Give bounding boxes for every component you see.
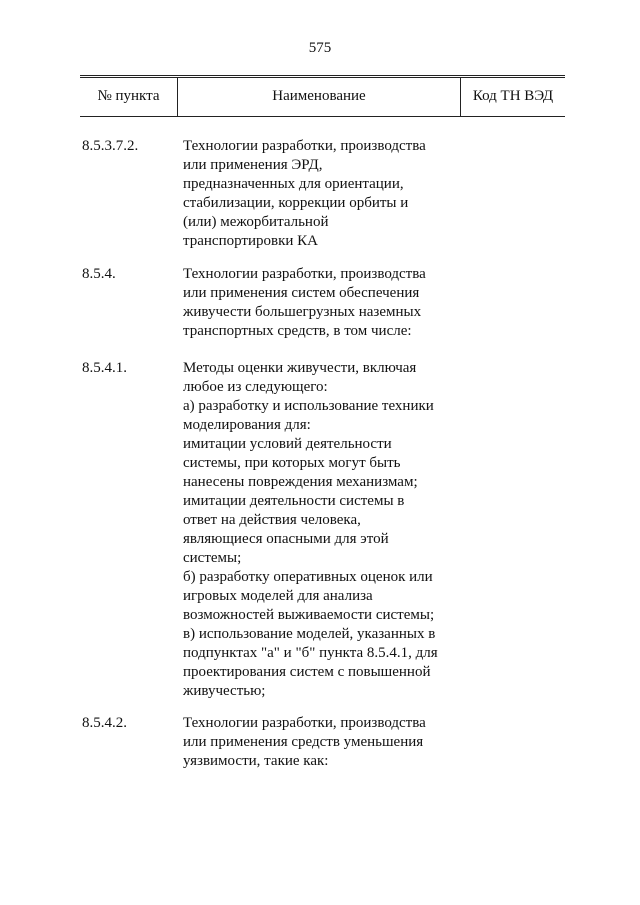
- entry-line: б) разработку оперативных оценок или: [183, 569, 433, 585]
- entry-line: системы, при которых могут быть: [183, 455, 401, 471]
- entry-line: Методы оценки живучести, включая: [183, 360, 417, 376]
- entry-line: возможностей выживаемости системы;: [183, 607, 435, 623]
- table-top-rule: [80, 75, 565, 76]
- header-name: Наименование: [272, 88, 366, 104]
- entry-number: 8.5.4.: [82, 266, 116, 282]
- entry-line: транспортных средств, в том числе:: [183, 323, 412, 339]
- table-top-rule-double: [80, 77, 565, 78]
- entry-line: стабилизации, коррекции орбиты и: [183, 195, 409, 211]
- entry-line: Технологии разработки, производства: [183, 715, 426, 731]
- entry-line: нанесены повреждения механизмам;: [183, 474, 418, 490]
- entry-line: а) разработку и использование техники: [183, 398, 434, 414]
- entry-text: [183, 359, 473, 701]
- entry-line: транспортировки КА: [183, 233, 318, 249]
- entry-number: 8.5.3.7.2.: [82, 138, 139, 154]
- header-item-number: № пункта: [97, 88, 160, 104]
- entry-line: имитации деятельности системы в: [183, 493, 405, 509]
- entry-line: имитации условий деятельности: [183, 436, 392, 452]
- entry-line: живучести большегрузных наземных: [183, 304, 422, 320]
- entry-line: любое из следующего:: [183, 379, 328, 395]
- entry-text: [183, 137, 473, 251]
- entry-number: 8.5.4.2.: [82, 715, 127, 731]
- entry-line: или применения средств уменьшения: [183, 734, 424, 750]
- entry-line: или применения ЭРД,: [183, 157, 323, 173]
- entry-text: [183, 265, 473, 341]
- entry-line: в) использование моделей, указанных в: [183, 626, 436, 642]
- entry-line: игровых моделей для анализа: [183, 588, 373, 604]
- entry-line: уязвимости, такие как:: [183, 753, 329, 769]
- table-header-bottom-rule: [80, 116, 565, 117]
- entry-line: Технологии разработки, производства: [183, 266, 426, 282]
- entry-line: живучестью;: [183, 683, 266, 699]
- entry-line: подпунктах "а" и "б" пункта 8.5.4.1, для: [183, 645, 438, 661]
- entry-line: или применения систем обеспечения: [183, 285, 420, 301]
- entry-line: ответ на действия человека,: [183, 512, 361, 528]
- entry-line: Технологии разработки, производства: [183, 138, 426, 154]
- entry-number: 8.5.4.1.: [82, 360, 127, 376]
- entry-line: (или) межорбитальной: [183, 214, 329, 230]
- entry-line: проектирования систем с повышенной: [183, 664, 431, 680]
- entry-line: являющиеся опасными для этой: [183, 531, 389, 547]
- header-tnved-code: Код ТН ВЭД: [472, 88, 554, 104]
- entry-text: [183, 714, 473, 771]
- entry-line: системы;: [183, 550, 242, 566]
- page-number: 575: [308, 40, 332, 56]
- entry-line: моделирования для:: [183, 417, 311, 433]
- entry-line: предназначенных для ориентации,: [183, 176, 404, 192]
